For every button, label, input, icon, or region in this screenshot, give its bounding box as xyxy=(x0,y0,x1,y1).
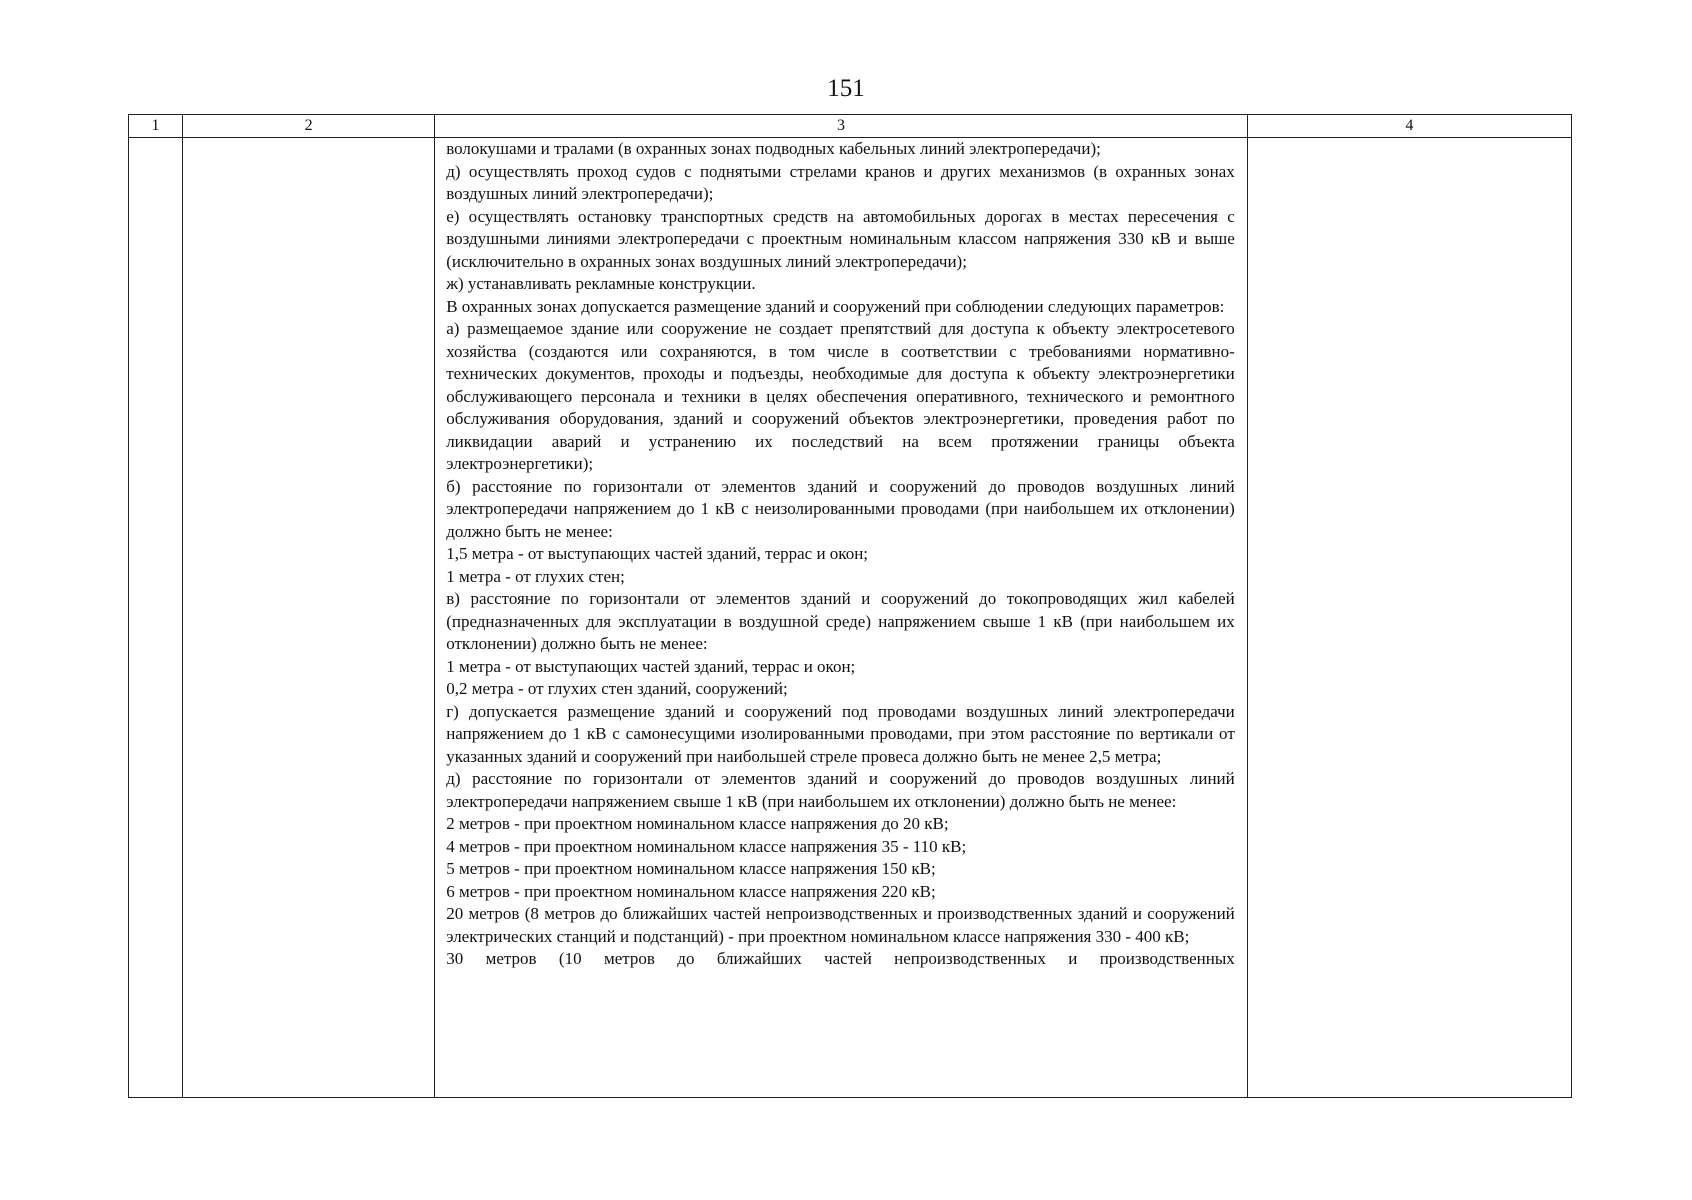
cell-column-2 xyxy=(183,138,435,1098)
paragraph: 5 метров - при проектном номинальном классе напряжения 150 кВ; xyxy=(446,859,936,878)
paragraph: 1,5 метра - от выступающих частей зданий, террас и окон; xyxy=(446,544,869,563)
paragraph: 1 метра - от глухих стен; xyxy=(446,566,625,586)
document-table xyxy=(128,114,1572,1098)
paragraph: е) осуществлять остановку транспортных средств на автомобильных дорогах в местах пересечения с воздушными линиями электропередачи с проектным номинальным классом напряжения 330 кВ и выше (исключительно в охранных зонах воздушных линий электропередачи); xyxy=(446,206,1235,271)
page-number: 151 xyxy=(827,75,865,102)
paragraph: 20 метров (8 метров до ближайших частей непроизводственных и производственных зданий и сооружений электрических станций и подстанций) - при проектном номинальном классе напряжения 330 - 400 кВ; xyxy=(446,904,1235,946)
paragraph: 30 метров (10 метров до ближайших частей непроизводственных и производственных xyxy=(446,949,1235,968)
paragraph: волокушами и тралами (в охранных зонах подводных кабельных линий электропередачи); xyxy=(446,139,1101,158)
table-row xyxy=(129,138,1572,1098)
table-header-row xyxy=(129,115,1572,138)
paragraph: ж) устанавливать рекламные конструкции. xyxy=(446,274,756,293)
column-3-text xyxy=(435,138,1247,1097)
paragraph: в) расстояние по горизонтали от элементов зданий и сооружений до токопроводящих жил кабелей (предназначенных для эксплуатации в воздушной среде) напряжением свыше 1 кВ (при наибольшем их отклонении) должно быть не менее: xyxy=(446,589,1235,653)
paragraph: г) допускается размещение зданий и сооружений под проводами воздушных линий электропередачи напряжением до 1 кВ с самонесущими изолированными проводами, при этом расстояние по вертикали от указанных зданий и сооружений при наибольшей стреле провеса должно быть не менее 2,5 метра; xyxy=(446,701,1235,766)
cell-column-1 xyxy=(129,138,183,1098)
column-header-3: 3 xyxy=(435,115,1248,138)
column-header-2: 2 xyxy=(183,115,435,138)
paragraph: 6 метров - при проектном номинальном классе напряжения 220 кВ; xyxy=(446,881,936,901)
paragraph: д) расстояние по горизонтали от элементов зданий и сооружений до проводов воздушных линий электропередачи напряжением свыше 1 кВ (при наибольшем их отклонении) должно быть не менее: xyxy=(446,769,1235,811)
paragraph: 0,2 метра - от глухих стен зданий, сооружений; xyxy=(446,679,788,698)
paragraph: 1 метра - от выступающих частей зданий, террас и окон; xyxy=(446,656,856,676)
paragraph: 2 метров - при проектном номинальном классе напряжения до 20 кВ; xyxy=(446,814,949,833)
cell-column-3 xyxy=(435,138,1248,1098)
paragraph: В охранных зонах допускается размещение зданий и сооружений при соблюдении следующих параметров: xyxy=(446,296,1225,316)
paragraph: д) осуществлять проход судов с поднятыми стрелами кранов и других механизмов (в охранных зонах воздушных линий электропередачи); xyxy=(446,161,1235,203)
column-header-1: 1 xyxy=(129,115,183,138)
column-header-4: 4 xyxy=(1247,115,1571,138)
paragraph: 4 метров - при проектном номинальном классе напряжения 35 - 110 кВ; xyxy=(446,836,967,856)
paragraph: а) размещаемое здание или сооружение не создает препятствий для доступа к объекту электросетевого хозяйства (создаются или сохраняются, в том числе в соответствии с требованиями нормативно-технических документов, проходы и подъезды, необходимые для доступа к объекту электроэнергетики обслуживающего персонала и техники в целях обеспечения оперативного, технического и ремонтного обслуживания оборудования, зданий и сооружений объектов электроэнергетики, проведения работ по ликвидации аварий и устранению их последствий на всем протяжении границы объекта электроэнергетики); xyxy=(446,319,1235,473)
paragraph: б) расстояние по горизонтали от элементов зданий и сооружений до проводов воздушных линий электропередачи напряжением до 1 кВ с неизолированными проводами (при наибольшем их отклонении) должно быть не менее: xyxy=(446,476,1235,541)
cell-column-4 xyxy=(1247,138,1571,1098)
